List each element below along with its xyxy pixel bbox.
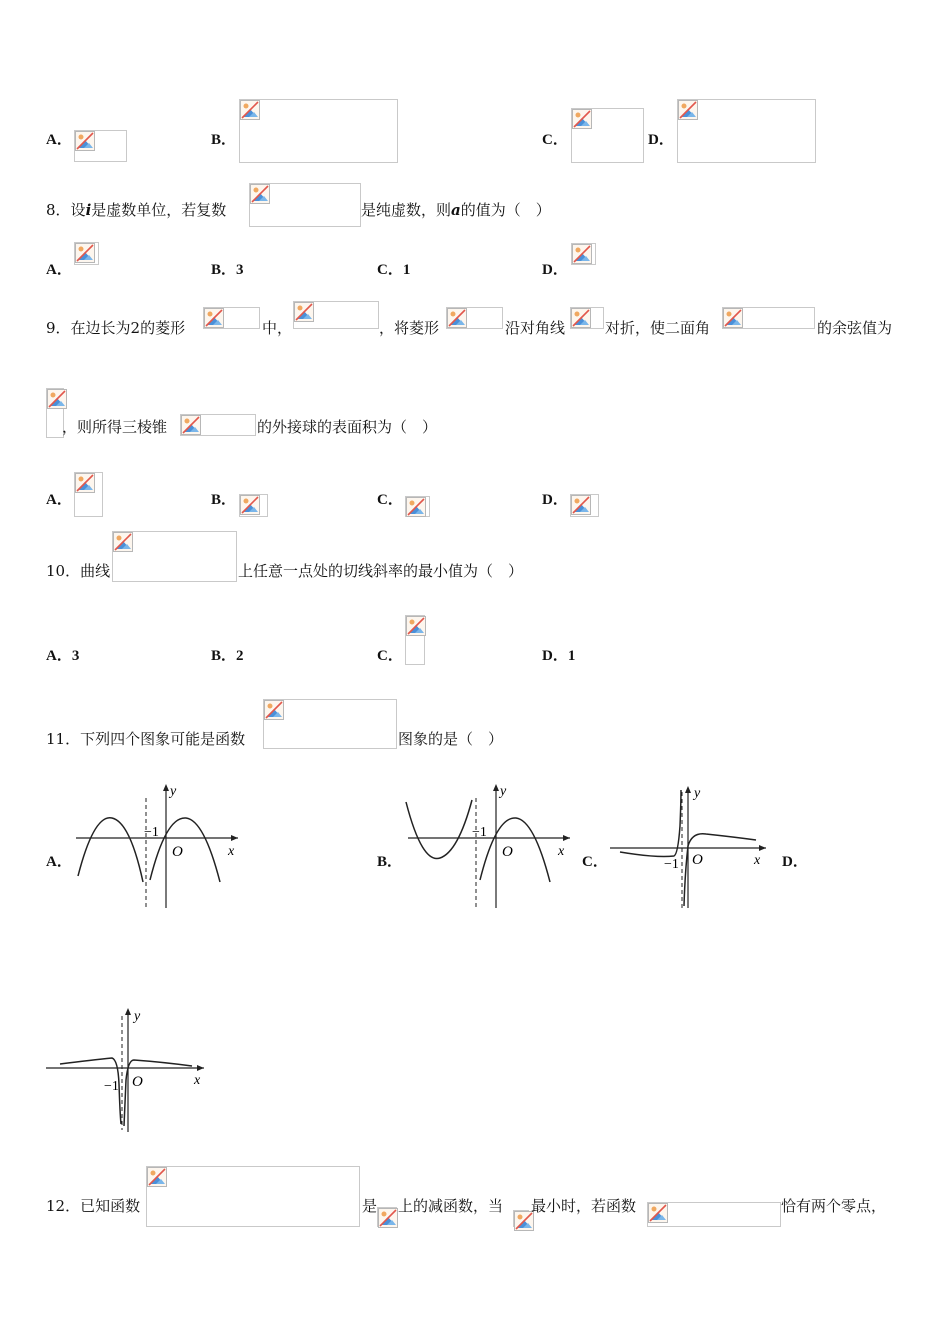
q11-stem-part2: 图象的是（ ） (398, 730, 504, 748)
q7-option-d-label: D． (648, 132, 674, 148)
curve-right (480, 818, 550, 882)
q9-stem-part4: 沿对角线 (505, 319, 566, 337)
q7-option-d-formula-image (677, 99, 816, 163)
minus-one-label: −1 (664, 857, 679, 872)
q9-number: 9． (46, 319, 71, 337)
q10-stem-part2: 上任意一点处的切线斜率的最小值为（ ） (238, 562, 524, 580)
broken-image-icon (406, 497, 426, 517)
broken-image-icon (113, 532, 133, 552)
broken-image-icon (571, 308, 591, 328)
x-axis-arrow (231, 835, 238, 841)
x-label: x (194, 1073, 201, 1088)
broken-image-icon (648, 1203, 668, 1223)
q10-number: 10． (46, 562, 81, 580)
q11-graph-c (606, 782, 774, 912)
q12-stem-part2: 是 (362, 1197, 378, 1215)
q9-option-d-image (570, 494, 599, 517)
broken-image-icon (678, 100, 698, 120)
broken-image-icon (294, 302, 314, 322)
broken-image-icon (147, 1167, 167, 1187)
y-label: y (170, 784, 177, 799)
q12-number: 12． (46, 1197, 81, 1215)
x-axis-arrow (197, 1065, 204, 1071)
q9-stem-part6: 的余弦值为 (817, 319, 893, 337)
x-label: x (754, 853, 761, 868)
q7-option-c-formula-image (571, 108, 644, 163)
q10-option-c-label: C． (377, 648, 403, 664)
q8-number: 8． (46, 201, 71, 219)
q9-option-d-label: D． (542, 492, 568, 508)
q8-complex-number-image (249, 183, 361, 227)
broken-image-icon (378, 1208, 398, 1228)
q9-option-b-label: B． (211, 492, 237, 508)
x-axis-arrow (563, 835, 570, 841)
x-label: x (558, 844, 565, 859)
broken-image-icon (47, 389, 67, 409)
q11-graph-b (400, 780, 578, 912)
q11-graph-d (42, 1004, 212, 1136)
q10-option-c-image (405, 615, 425, 665)
q12-piecewise-function-image (146, 1166, 360, 1227)
broken-image-icon (406, 616, 426, 636)
q8-option-a-image (74, 242, 99, 265)
broken-image-icon (75, 243, 95, 263)
curve-left (406, 800, 472, 859)
x-label: x (228, 844, 235, 859)
curve-right (684, 834, 756, 906)
q9-option-a-label: A． (46, 492, 72, 508)
minus-one-label: −1 (144, 825, 159, 840)
q9-stem-part2: 中， (262, 319, 293, 337)
q7-option-c-label: C． (542, 132, 568, 148)
q8-stem: 8．设i是虚数单位，若复数 (46, 201, 227, 219)
curve-right (124, 1060, 192, 1126)
curve-left (78, 818, 143, 882)
origin-label: O (502, 844, 513, 860)
q8-option-c: C．1 (377, 262, 411, 278)
q9-rhombus-image (203, 307, 260, 329)
q9-stem-part3: ，将菱形 (379, 319, 440, 337)
y-axis-arrow (493, 784, 499, 791)
q8-stem-end: 是纯虚数，则a的值为（ ） (361, 201, 551, 219)
q10-stem-part1: 10．曲线 (46, 562, 111, 580)
broken-image-icon (250, 184, 270, 204)
broken-image-icon (75, 131, 95, 151)
q11-option-b-label: B． (377, 854, 403, 870)
q10-option-b: B．2 (211, 648, 244, 664)
q7-option-a-formula-image (74, 130, 127, 162)
q7-option-b-label: B． (211, 132, 237, 148)
broken-image-icon (723, 308, 743, 328)
q7-option-a-label: A． (46, 132, 72, 148)
curve-right (150, 818, 220, 882)
broken-image-icon (572, 109, 592, 129)
q9-stem-part1: 9．在边长为2的菱形 (46, 319, 186, 337)
y-label: y (500, 784, 507, 799)
broken-image-icon (240, 100, 260, 120)
origin-label: O (172, 844, 183, 860)
broken-image-icon (204, 308, 224, 328)
q9-stem-part7: ，则所得三棱锥 (62, 418, 168, 436)
q12-stem-part5: 恰有两个零点， (781, 1197, 887, 1215)
q9-option-b-image (239, 494, 268, 517)
q11-option-a-label: A． (46, 854, 72, 870)
q9-option-c-image (405, 496, 430, 517)
minus-one-label: −1 (104, 1079, 119, 1094)
q11-stem-part1: 11．下列四个图象可能是函数 (46, 730, 246, 748)
q10-option-d: D．1 (542, 648, 576, 664)
broken-image-icon (264, 700, 284, 720)
broken-image-icon (571, 495, 591, 515)
q12-stem-part1: 12．已知函数 (46, 1197, 141, 1215)
x-axis-arrow (759, 845, 766, 851)
q11-option-c-label: C． (582, 854, 608, 870)
y-label: y (694, 786, 701, 801)
q12-stem-part4: 最小时，若函数 (531, 1197, 637, 1215)
origin-label: O (132, 1074, 143, 1090)
q9-dihedral-angle-image (722, 307, 815, 329)
q7-option-b-formula-image (239, 99, 398, 163)
broken-image-icon (240, 495, 260, 515)
q8-option-d-label: D． (542, 262, 568, 278)
q10-option-a: A．3 (46, 648, 80, 664)
broken-image-icon (75, 473, 95, 493)
y-axis-arrow (685, 786, 691, 793)
q12-domain-image (377, 1207, 397, 1227)
origin-label: O (692, 852, 703, 868)
q11-function-image (263, 699, 397, 749)
q8-option-d-image (571, 243, 596, 265)
q11-option-d-label: D． (782, 854, 808, 870)
q9-pyramid-image (180, 414, 256, 436)
q9-diagonal-image (570, 307, 604, 329)
q8-option-a-label: A． (46, 262, 72, 278)
q12-stem-part3: 上的减函数，当 (398, 1197, 504, 1215)
minus-one-label: −1 (472, 825, 487, 840)
q9-stem-part5: 对折，使二面角 (605, 319, 711, 337)
y-axis-arrow (125, 1008, 131, 1015)
q8-option-b: B．3 (211, 262, 244, 278)
q9-option-c-label: C． (377, 492, 403, 508)
q9-angle-image (293, 301, 379, 329)
q11-number: 11． (46, 730, 81, 748)
q12-function-g-image (647, 1202, 781, 1227)
broken-image-icon (447, 308, 467, 328)
q9-option-a-image (74, 472, 103, 517)
y-label: y (134, 1009, 141, 1024)
q9-rhombus-image-2 (446, 307, 503, 329)
broken-image-icon (181, 415, 201, 435)
broken-image-icon (572, 244, 592, 264)
y-axis-arrow (163, 784, 169, 791)
q11-graph-a (68, 780, 246, 912)
q12-parameter-image (513, 1210, 529, 1227)
q9-stem-part8: 的外接球的表面积为（ ） (257, 418, 438, 436)
curve-left (620, 790, 681, 857)
q10-curve-equation-image (112, 531, 237, 582)
